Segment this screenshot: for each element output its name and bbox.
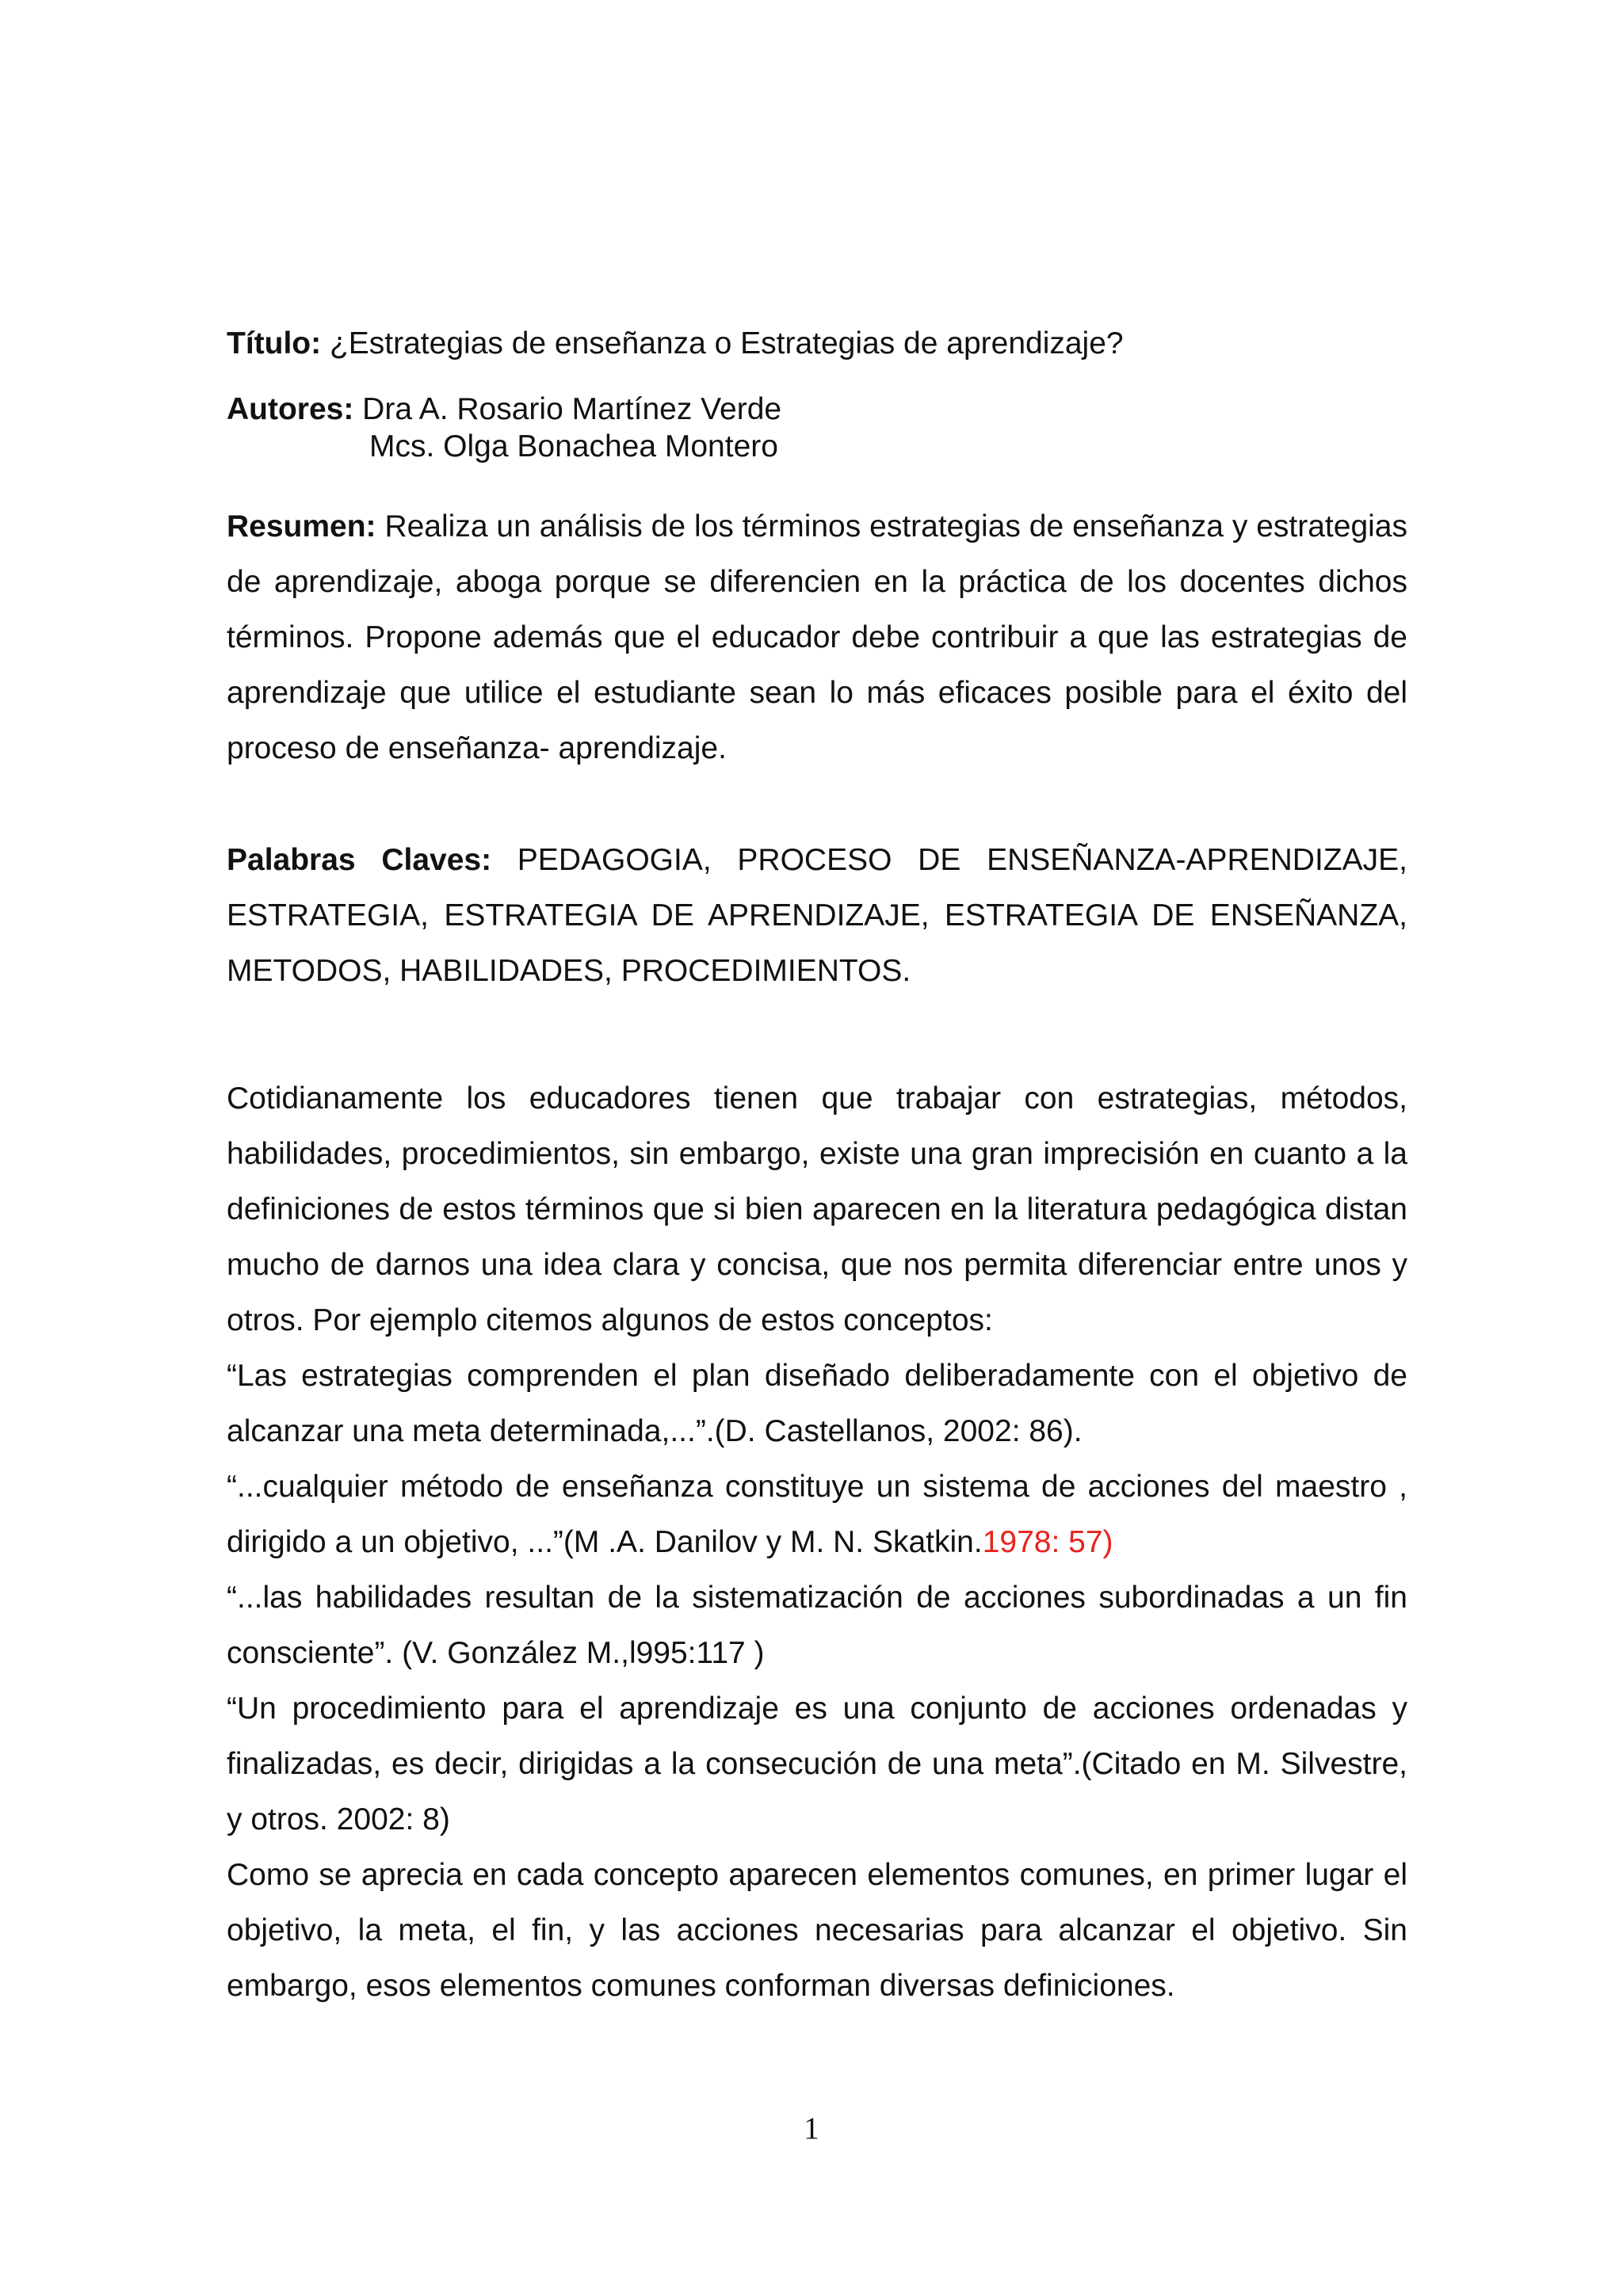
quote-danilov-text: “...cualquier método de enseñanza constituye un sistema de acciones del maestro , dirigido a un objetivo, ...”(M .A. Danilov y M. N. Skatkin. <box>227 1470 1407 1559</box>
quote-gonzalez: “...las habilidades resultan de la sistematización de acciones subordinadas a un fin consciente”. (V. González M.,l995:117 ) <box>227 1581 1407 1670</box>
title-text: ¿Estrategias de enseñanza o Estrategias de aprendizaje? <box>321 326 1124 360</box>
author-1: Dra A. Rosario Martínez Verde <box>353 392 782 426</box>
keywords <box>227 833 1407 999</box>
author-2: Mcs. Olga Bonachea Montero <box>369 429 778 463</box>
keywords-label: Palabras Claves: <box>227 843 492 877</box>
abstract-text: Realiza un análisis de los términos estrategias de enseñanza y estrategias de aprendizaje, aboga porque se diferencien en la práctica de los docentes dichos términos. Propone además que el educador debe contribuir a que las estrategias de aprendizaje que utilice el estudiante sean lo más eficaces posible para el éxito del proceso de enseñanza- aprendizaje. <box>227 509 1407 765</box>
quote-danilov-year: 1978: 57) <box>982 1525 1113 1559</box>
paragraph-intro: Cotidianamente los educadores tienen que trabajar con estrategias, métodos, habilidades, procedimientos, sin embargo, existe una gran imprecisión en cuanto a la definiciones de estos términos que si bien aparecen en la literatura pedagógica distan mucho de darnos una idea clara y concisa, que nos permita diferenciar entre unos y otros. Por ejemplo citemos algunos de estos conceptos: <box>227 1081 1407 1337</box>
keywords-text: PEDAGOGIA, PROCESO DE ENSEÑANZA-APRENDIZAJE, ESTRATEGIA, ESTRATEGIA DE APRENDIZAJE, ESTRATEGIA DE ENSEÑANZA, METODOS, HABILIDADES, PROCEDIMIENTOS. <box>227 843 1407 988</box>
authors-label: Autores: <box>227 392 354 426</box>
authors <box>227 391 1407 465</box>
quote-danilov <box>227 1459 1407 1570</box>
title-line <box>227 319 1407 368</box>
title-label: Título: <box>227 326 322 360</box>
quote-silvestre: “Un procedimiento para el aprendizaje es una conjunto de acciones ordenadas y finalizadas, es decir, dirigidas a la consecución de una meta”.(Citado en M. Silvestre, y otros. 2002: 8) <box>227 1691 1407 1836</box>
abstract <box>227 499 1407 776</box>
quote-castellanos: “Las estrategias comprenden el plan diseñado deliberadamente con el objetivo de alcanzar una meta determinada,...”.(D. Castellanos, 2002: 86). <box>227 1359 1407 1448</box>
body-text <box>227 1071 1407 2014</box>
paragraph-analysis: Como se aprecia en cada concepto aparecen elementos comunes, en primer lugar el objetivo, la meta, el fin, y las acciones necesarias para alcanzar el objetivo. Sin embargo, esos elementos comunes conforman diversas definiciones. <box>227 1858 1407 2003</box>
page-number: 1 <box>804 2111 819 2145</box>
abstract-label: Resumen: <box>227 509 376 543</box>
